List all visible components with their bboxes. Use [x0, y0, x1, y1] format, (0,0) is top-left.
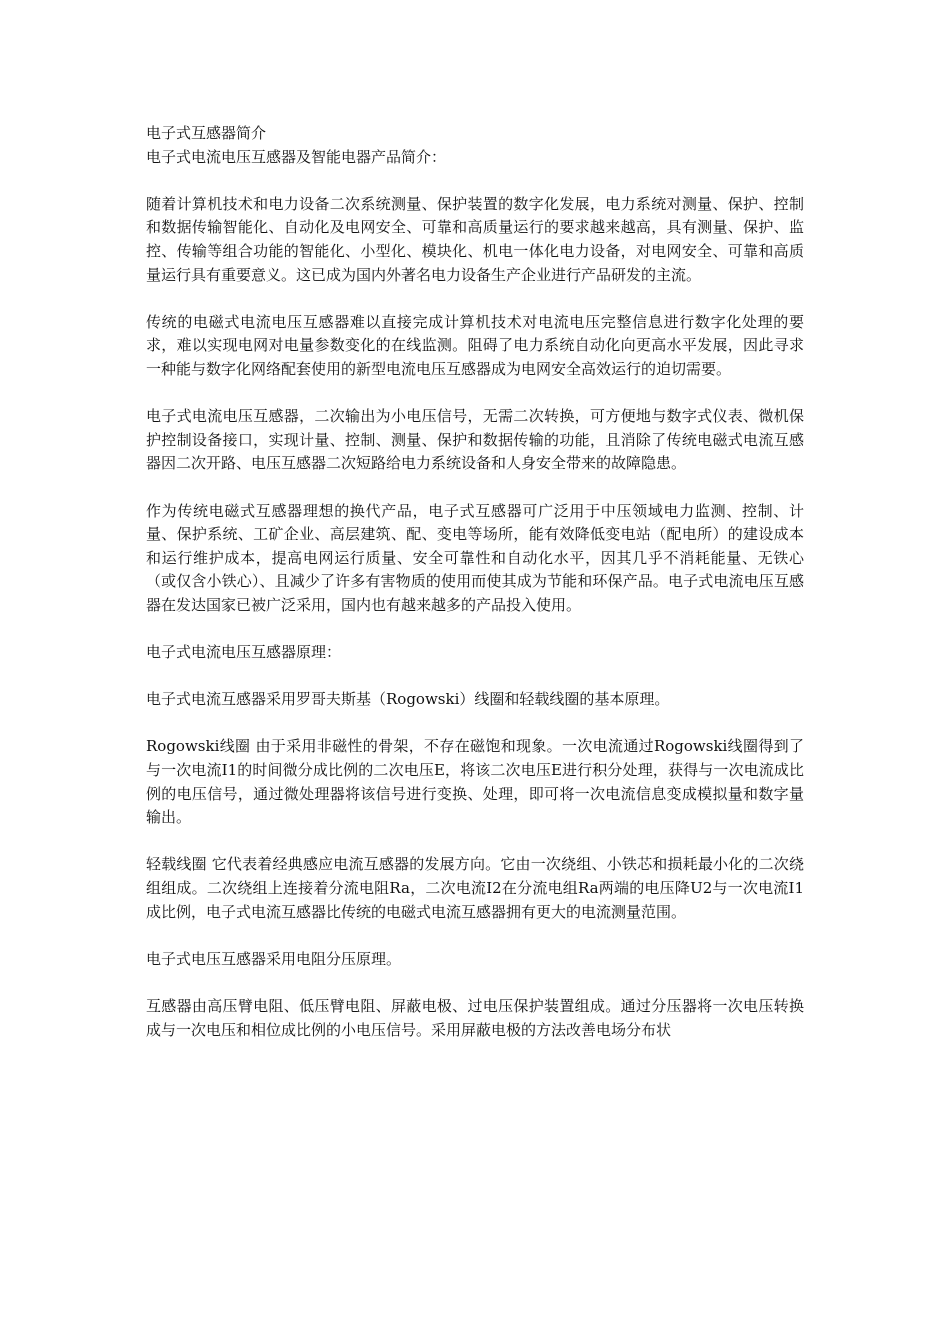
- document-body: [146, 122, 804, 1042]
- paragraph-light-load-coil: 轻载线圈 它代表着经典感应电流互感器的发展方向。它由一次绕组、小铁芯和损耗最小化的二次绕组组成。二次绕组上连接着分流电阻Ra，二次电流I2在分流电组Ra两端的电压降U2与一次电流I1成比例，电子式电流互感器比传统的电磁式电流互感器拥有更大的电流测量范围。: [146, 855, 804, 921]
- paragraph-traditional: 传统的电磁式电流电压互感器难以直接完成计算机技术对电流电压完整信息进行数字化处理的要求，难以实现电网对电量参数变化的在线监测。阻碍了电力系统自动化向更高水平发展，因此寻求一种能与数字化网络配套使用的新型电流电压互感器成为电网安全高效运行的迫切需要。: [146, 312, 804, 378]
- paragraph-transformer-components: 互感器由高压臂电阻、低压臂电阻、屏蔽电极、过电压保护装置组成。通过分压器将一次电压转换成与一次电压和相位成比例的小电压信号。采用屏蔽电极的方法改善电场分布状: [146, 996, 804, 1039]
- paragraph-electronic: 电子式电流电压互感器，二次输出为小电压信号，无需二次转换，可方便地与数字式仪表、微机保护控制设备接口，实现计量、控制、测量、保护和数据传输的功能，且消除了传统电磁式电流互感器因二次开路、电压互感器二次短路给电力系统设备和人身安全带来的故障隐患。: [146, 407, 804, 473]
- paragraph-voltage-principle: 电子式电压互感器采用电阻分压原理。: [146, 949, 402, 968]
- paragraph-gap: [146, 924, 804, 948]
- paragraph-gap: [146, 830, 804, 854]
- paragraph-gap: [146, 476, 804, 500]
- paragraph-gap: [146, 287, 804, 311]
- paragraph-intro: 随着计算机技术和电力设备二次系统测量、保护装置的数字化发展，电力系统对测量、保护、控制和数据传输智能化、自动化及电网安全、可靠和高质量运行的要求越来越高，具有测量、保护、监控、传输等组合功能的智能化、小型化、模块化、机电一体化电力设备，对电网安全、可靠和高质量运行具有重要意义。这已成为国内外著名电力设备生产企业进行产品研发的主流。: [146, 194, 804, 284]
- document-title: 电子式互感器简介: [146, 124, 267, 142]
- paragraph-gap: [146, 617, 804, 641]
- paragraph-rogowski: Rogowski线圈 由于采用非磁性的骨架，不存在磁饱和现象。一次电流通过Rogowski线圈得到了与一次电流I1的时间微分成比例的二次电压E，将该二次电压E进行积分处理，获得与一次电流成比例的电压信号，通过微处理器将该信号进行变换、处理，即可将一次电流信息变成模拟量和数字量输出。: [146, 737, 804, 827]
- paragraph-gap: [146, 665, 804, 689]
- paragraph-replacement: 作为传统电磁式互感器理想的换代产品，电子式互感器可广泛用于中压领域电力监测、控制、计量、保护系统、工矿企业、高层建筑、配、变电等场所，能有效降低变电站（配电所）的建设成本和运行维护成本，提高电网运行质量、安全可靠性和自动化水平，因其几乎不消耗能量、无铁心（或仅含小铁心）、且减少了许多有害物质的使用而使其成为节能和环保产品。电子式电流电压互感器在发达国家已被广泛采用，国内也有越来越多的产品投入使用。: [146, 501, 804, 614]
- document-subtitle: 电子式电流电压互感器及智能电器产品简介：: [146, 147, 447, 166]
- section-heading-principle: 电子式电流电压互感器原理：: [146, 643, 342, 662]
- paragraph-gap: [146, 382, 804, 406]
- paragraph-gap: [146, 712, 804, 736]
- paragraph-gap: [146, 971, 804, 995]
- paragraph-gap: [146, 169, 804, 193]
- paragraph-current-principle: 电子式电流互感器采用罗哥夫斯基（Rogowski）线圈和轻载线圈的基本原理。: [146, 690, 670, 709]
